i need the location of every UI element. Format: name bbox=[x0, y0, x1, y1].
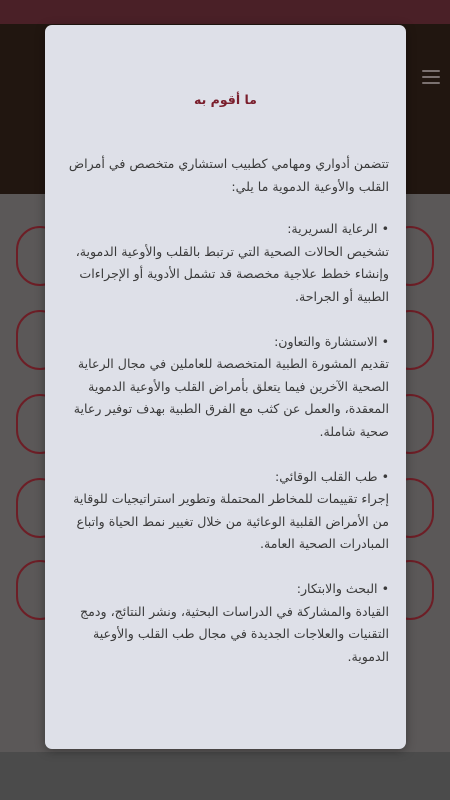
about-dialog[interactable] bbox=[45, 25, 406, 749]
background-bottom-bar bbox=[0, 752, 450, 800]
section-heading: • طب القلب الوقائي: bbox=[59, 466, 389, 489]
dialog-title: ما أقوم به bbox=[194, 92, 257, 107]
section-consultation bbox=[59, 331, 389, 444]
section-heading: • الاستشارة والتعاون: bbox=[59, 331, 389, 354]
status-bar bbox=[0, 0, 450, 24]
section-heading: • الرعاية السريرية: bbox=[59, 218, 389, 241]
section-text: إجراء تقييمات للمخاطر المحتملة وتطوير استراتيجيات للوقاية من الأمراض القلبية الوعائية من خلال تغيير نمط الحياة واتباع المبادرات الصحية العامة. bbox=[73, 491, 389, 552]
section-clinical-care bbox=[59, 218, 389, 308]
intro-text: تتضمن أدواري ومهامي كطبيب استشاري متخصص في أمراض القلب والأوعية الدموية ما يلي: bbox=[68, 156, 389, 194]
section-text: تشخيص الحالات الصحية التي ترتبط بالقلب والأوعية الدموية، وإنشاء خطط علاجية مخصصة قد تشمل الأدوية أو الإجراءات الطبية أو الجراحة. bbox=[75, 243, 389, 304]
section-text: تقديم المشورة الطبية المتخصصة للعاملين في مجال الرعاية الصحية الآخرين فيما يتعلق بأمراض القلب والأوعية الدموية المعقدة، والعمل عن كثب مع الفرق الطبية بهدف توفير رعاية صحية شاملة. bbox=[73, 356, 389, 439]
section-text: القيادة والمشاركة في الدراسات البحثية، ونشر النتائج، ودمج التقنيات والعلاجات الجديدة في مجال طب القلب والأوعية الدموية. bbox=[80, 603, 389, 664]
section-preventive bbox=[59, 466, 389, 556]
hamburger-menu-icon[interactable] bbox=[422, 70, 440, 84]
dialog-body bbox=[59, 153, 389, 690]
section-heading: • البحث والابتكار: bbox=[59, 578, 389, 601]
section-research bbox=[59, 578, 389, 668]
